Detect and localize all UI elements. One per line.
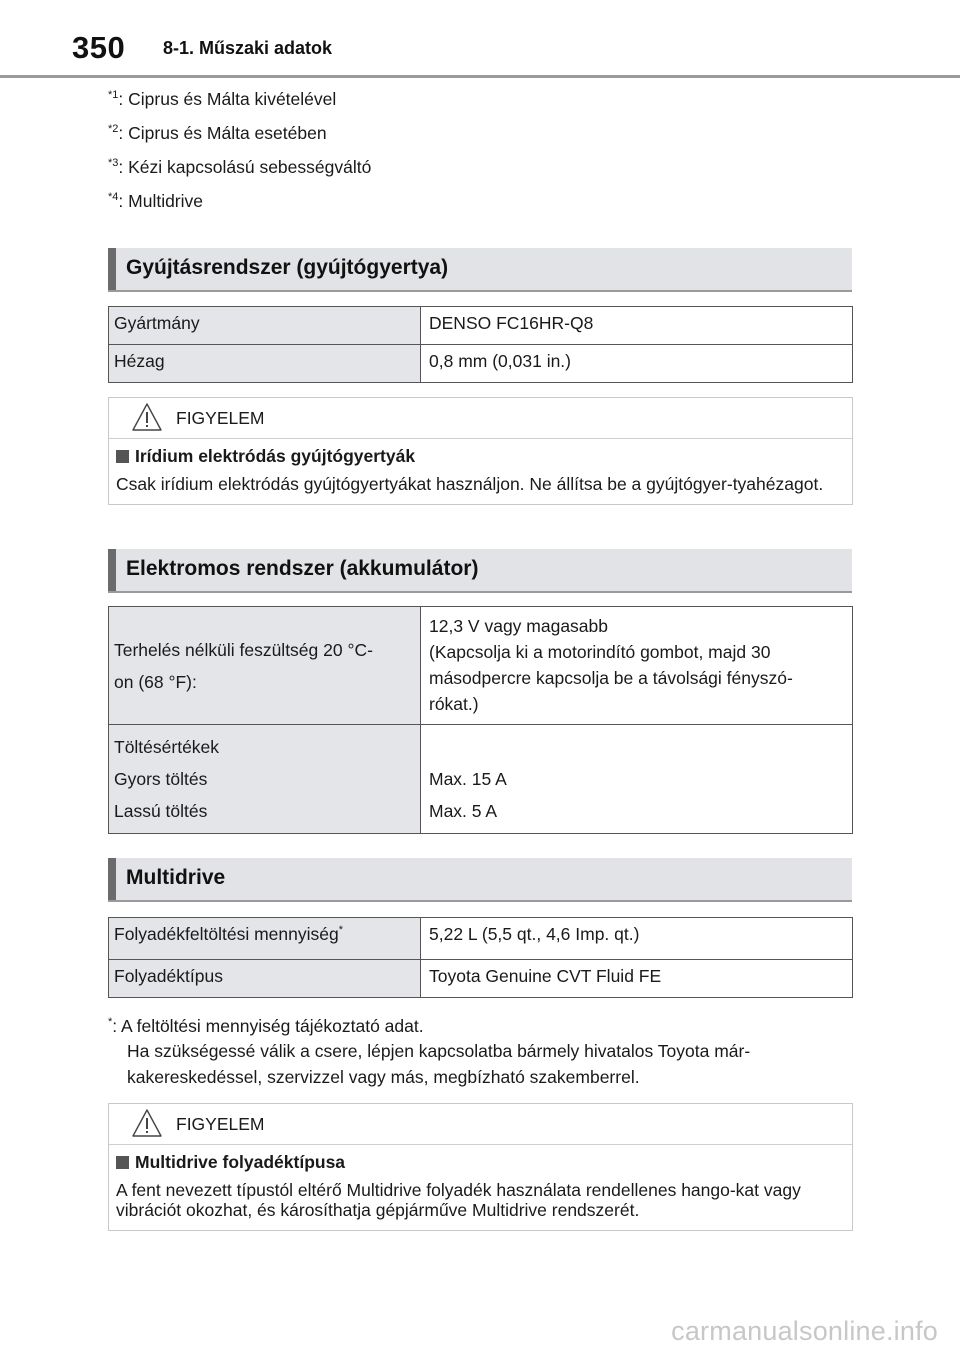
warning-triangle-icon xyxy=(131,402,163,432)
caution-header xyxy=(109,1104,852,1145)
note-2: $^{*2}$: Ciprus és Málta esetében xyxy=(108,123,327,143)
spec-label: Hézag xyxy=(109,345,421,383)
square-bullet-icon xyxy=(116,1156,129,1169)
note-1: $^{*1}$: Ciprus és Málta kivételével xyxy=(108,89,337,109)
spec-value: DENSO FC16HR-Q8 xyxy=(421,307,853,345)
page-header xyxy=(0,0,960,80)
table-row xyxy=(109,607,853,725)
page-number: 350 xyxy=(72,30,126,65)
caution-body xyxy=(109,439,852,504)
table-row xyxy=(109,960,853,998)
note-3: $^{*3}$: Kézi kapcsolású sebességváltó xyxy=(108,157,372,177)
caution-body xyxy=(109,1145,852,1230)
ignition-section-heading: Gyújtásrendszer (gyújtógyertya) xyxy=(108,248,852,292)
warning-triangle-icon xyxy=(131,1108,163,1138)
header-divider xyxy=(0,75,960,78)
ignition-table xyxy=(108,306,853,383)
multidrive-section-heading: Multidrive xyxy=(108,858,852,902)
table-row xyxy=(109,918,853,960)
caution-text: A fent nevezett típustól eltérő Multidrive folyadék használata rendellenes hango-kat vagy vibrációt okozhat, és károsíthatja gépjárműve Multidrive rendszerét. xyxy=(116,1180,801,1220)
chapter-title: 8-1. Műszaki adatok xyxy=(163,38,333,58)
spec-value: Toyota Genuine CVT Fluid FE xyxy=(421,960,853,998)
table-row xyxy=(109,725,853,834)
watermark: carmanualsonline.info xyxy=(671,1316,938,1346)
caution-box-multidrive-fluid xyxy=(108,1103,853,1231)
spec-value: 5,22 L (5,5 qt., 4,6 Imp. qt.) xyxy=(421,918,853,960)
spec-value: Max. 15 A Max. 5 A xyxy=(421,725,853,834)
spec-label: Folyadéktípus xyxy=(109,960,421,998)
spec-label: Töltésértékek Gyors töltés Lassú töltés xyxy=(109,725,421,834)
caution-title: FIGYELEM xyxy=(176,1114,265,1134)
multidrive-table xyxy=(108,917,853,998)
spec-label: Folyadékfeltöltési mennyiség* xyxy=(109,918,421,960)
caution-title: FIGYELEM xyxy=(176,408,265,428)
caution-box-spark-plugs xyxy=(108,397,853,505)
note-4: $^{*4}$: Multidrive xyxy=(108,191,204,211)
table-row xyxy=(109,307,853,345)
caution-subheading: Irídium elektródás gyújtógyertyák xyxy=(116,446,842,466)
spec-value: 0,8 mm (0,031 in.) xyxy=(421,345,853,383)
table-row xyxy=(109,345,853,383)
spec-label: Terhelés nélküli feszültség 20 °C- on (68 °F): xyxy=(109,607,421,725)
caution-text: Csak irídium elektródás gyújtógyertyákat használjon. Ne állítsa be a gyújtógyer-tyahézagot. xyxy=(116,474,824,494)
electrical-section-heading: Elektromos rendszer (akkumulátor) xyxy=(108,549,852,593)
caution-header xyxy=(109,398,852,439)
spec-value: 12,3 V vagy magasabb (Kapcsolja ki a motorindító gombot, majd 30 másodpercre kapcsolja be a távolsági fényszó- rókat.) xyxy=(421,607,853,725)
caution-subheading: Multidrive folyadéktípusa xyxy=(116,1152,842,1172)
square-bullet-icon xyxy=(116,450,129,463)
spec-label: Gyártmány xyxy=(109,307,421,345)
fill-quantity-footnote: *: A feltöltési mennyiség tájékoztató adat. Ha szükségessé válik a csere, lépjen kapcsolatba bármely hivatalos Toyota már- kakereskedéssel, szervizzel vagy más, megbízható szakemberrel. xyxy=(108,1016,751,1087)
electrical-table xyxy=(108,606,853,834)
